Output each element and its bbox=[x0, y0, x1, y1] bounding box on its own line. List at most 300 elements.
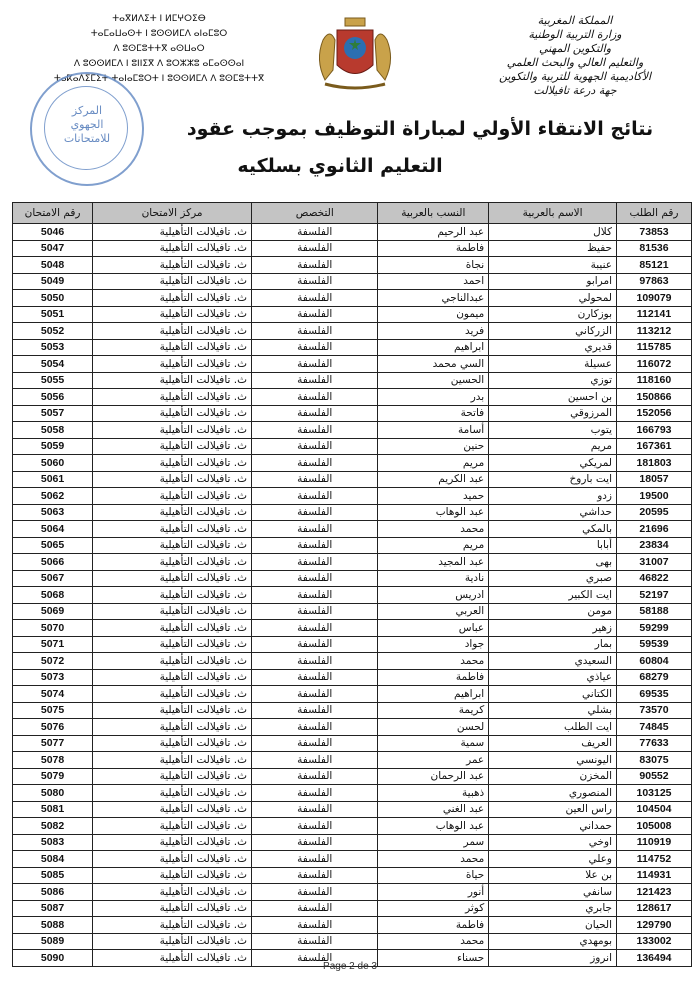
cell-specialty: الفلسفة bbox=[252, 851, 378, 868]
cell-exam-number: 5078 bbox=[13, 752, 93, 769]
cell-specialty: الفلسفة bbox=[252, 867, 378, 884]
cell-exam-center: ث. تافيلالت التأهيلية bbox=[93, 521, 252, 538]
table-row bbox=[13, 719, 692, 736]
cell-specialty: الفلسفة bbox=[252, 339, 378, 356]
cell-specialty: الفلسفة bbox=[252, 620, 378, 637]
cell-request-number: 83075 bbox=[617, 752, 692, 769]
cell-exam-number: 5067 bbox=[13, 570, 93, 587]
table-row bbox=[13, 521, 692, 538]
cell-specialty: الفلسفة bbox=[252, 471, 378, 488]
cell-first-name: بوزكارن bbox=[489, 306, 617, 323]
cell-first-name: حداشي bbox=[489, 504, 617, 521]
cell-exam-number: 5058 bbox=[13, 422, 93, 439]
cell-request-number: 46822 bbox=[617, 570, 692, 587]
cell-exam-number: 5048 bbox=[13, 257, 93, 274]
cell-request-number: 112141 bbox=[617, 306, 692, 323]
cell-specialty: الفلسفة bbox=[252, 702, 378, 719]
cell-request-number: 152056 bbox=[617, 405, 692, 422]
cell-first-name: المرزوقي bbox=[489, 405, 617, 422]
cell-request-number: 77633 bbox=[617, 735, 692, 752]
page-subtitle: التعليم الثانوي بسلكيه bbox=[237, 155, 443, 177]
cell-request-number: 136494 bbox=[617, 950, 692, 967]
cell-first-name: امرابو bbox=[489, 273, 617, 290]
cell-exam-number: 5088 bbox=[13, 917, 93, 934]
cell-request-number: 150866 bbox=[617, 389, 692, 406]
cell-specialty: الفلسفة bbox=[252, 603, 378, 620]
table-row bbox=[13, 323, 692, 340]
cell-exam-center: ث. تافيلالت التأهيلية bbox=[93, 702, 252, 719]
page-title: نتائج الانتقاء الأولي لمباراة التوظيف بموجب عقود bbox=[186, 118, 654, 140]
table-row bbox=[13, 686, 692, 703]
cell-exam-center: ث. تافيلالت التأهيلية bbox=[93, 735, 252, 752]
cell-exam-center: ث. تافيلالت التأهيلية bbox=[93, 653, 252, 670]
cell-first-name: بهى bbox=[489, 554, 617, 571]
cell-exam-center: ث. تافيلالت التأهيلية bbox=[93, 686, 252, 703]
cell-exam-center: ث. تافيلالت التأهيلية bbox=[93, 488, 252, 505]
cell-first-name: اليونسي bbox=[489, 752, 617, 769]
cell-last-name: ذهبية bbox=[378, 785, 489, 802]
cell-first-name: زدو bbox=[489, 488, 617, 505]
header-tifinagh-line: ⵜⴰⴳⵍⴷⵉⵜ ⵏ ⵍⵎⵖⵔⵉⴱ bbox=[112, 14, 206, 24]
cell-exam-center: ث. تافيلالت التأهيلية bbox=[93, 455, 252, 472]
cell-request-number: 105008 bbox=[617, 818, 692, 835]
cell-specialty: الفلسفة bbox=[252, 735, 378, 752]
cell-exam-number: 5075 bbox=[13, 702, 93, 719]
cell-first-name: مريم bbox=[489, 438, 617, 455]
cell-first-name: كلال bbox=[489, 224, 617, 241]
header-ministry-line: المملكة المغربية bbox=[537, 14, 613, 27]
cell-specialty: الفلسفة bbox=[252, 422, 378, 439]
cell-first-name: الزركاني bbox=[489, 323, 617, 340]
cell-exam-number: 5053 bbox=[13, 339, 93, 356]
cell-first-name: راس العين bbox=[489, 801, 617, 818]
table-row bbox=[13, 356, 692, 373]
cell-exam-number: 5068 bbox=[13, 587, 93, 604]
cell-exam-center: ث. تافيلالت التأهيلية bbox=[93, 438, 252, 455]
cell-last-name: ابراهيم bbox=[378, 339, 489, 356]
cell-specialty: الفلسفة bbox=[252, 653, 378, 670]
cell-request-number: 110919 bbox=[617, 834, 692, 851]
cell-last-name: ميمون bbox=[378, 306, 489, 323]
cell-exam-number: 5081 bbox=[13, 801, 93, 818]
cell-request-number: 114752 bbox=[617, 851, 692, 868]
cell-exam-number: 5062 bbox=[13, 488, 93, 505]
cell-request-number: 109079 bbox=[617, 290, 692, 307]
cell-specialty: الفلسفة bbox=[252, 405, 378, 422]
cell-last-name: حميد bbox=[378, 488, 489, 505]
cell-last-name: عبد الرحيم bbox=[378, 224, 489, 241]
cell-request-number: 73853 bbox=[617, 224, 692, 241]
header-ministry-line: والتكوين المهني bbox=[538, 42, 612, 55]
cell-exam-number: 5082 bbox=[13, 818, 93, 835]
table-row bbox=[13, 900, 692, 917]
cell-specialty: الفلسفة bbox=[252, 834, 378, 851]
cell-specialty: الفلسفة bbox=[252, 570, 378, 587]
cell-exam-center: ث. تافيلالت التأهيلية bbox=[93, 801, 252, 818]
cell-first-name: اوخي bbox=[489, 834, 617, 851]
cell-request-number: 18057 bbox=[617, 471, 692, 488]
cell-last-name: ابراهيم bbox=[378, 686, 489, 703]
header-ministry-line: وزارة التربية الوطنية bbox=[528, 28, 622, 41]
cell-exam-number: 5064 bbox=[13, 521, 93, 538]
cell-specialty: الفلسفة bbox=[252, 752, 378, 769]
cell-last-name: كريمة bbox=[378, 702, 489, 719]
cell-exam-number: 5050 bbox=[13, 290, 93, 307]
cell-exam-number: 5066 bbox=[13, 554, 93, 571]
cell-request-number: 19500 bbox=[617, 488, 692, 505]
cell-request-number: 116072 bbox=[617, 356, 692, 373]
cell-last-name: مريم bbox=[378, 455, 489, 472]
cell-exam-number: 5070 bbox=[13, 620, 93, 637]
cell-exam-number: 5057 bbox=[13, 405, 93, 422]
header-ministry bbox=[460, 14, 690, 98]
col-header-request-number: رقم الطلب bbox=[617, 203, 692, 224]
cell-specialty: الفلسفة bbox=[252, 950, 378, 967]
cell-first-name: وعلي bbox=[489, 851, 617, 868]
cell-exam-center: ث. تافيلالت التأهيلية bbox=[93, 240, 252, 257]
cell-exam-center: ث. تافيلالت التأهيلية bbox=[93, 768, 252, 785]
cell-exam-number: 5080 bbox=[13, 785, 93, 802]
cell-request-number: 60804 bbox=[617, 653, 692, 670]
cell-last-name: مريم bbox=[378, 537, 489, 554]
cell-first-name: الحيان bbox=[489, 917, 617, 934]
table-row bbox=[13, 702, 692, 719]
cell-first-name: توزي bbox=[489, 372, 617, 389]
cell-specialty: الفلسفة bbox=[252, 785, 378, 802]
cell-request-number: 21696 bbox=[617, 521, 692, 538]
stamp-line: المركز bbox=[71, 104, 103, 117]
cell-request-number: 115785 bbox=[617, 339, 692, 356]
cell-first-name: حفيظ bbox=[489, 240, 617, 257]
table-row bbox=[13, 785, 692, 802]
cell-last-name: محمد bbox=[378, 521, 489, 538]
cell-request-number: 31007 bbox=[617, 554, 692, 571]
cell-request-number: 113212 bbox=[617, 323, 692, 340]
col-header-last-name: النسب بالعربية bbox=[378, 203, 489, 224]
cell-first-name: صبري bbox=[489, 570, 617, 587]
cell-first-name: بالمكي bbox=[489, 521, 617, 538]
cell-exam-number: 5063 bbox=[13, 504, 93, 521]
cell-exam-center: ث. تافيلالت التأهيلية bbox=[93, 422, 252, 439]
table-row bbox=[13, 422, 692, 439]
cell-exam-center: ث. تافيلالت التأهيلية bbox=[93, 636, 252, 653]
coat-of-arms-emblem bbox=[305, 10, 405, 95]
cell-first-name: بشلي bbox=[489, 702, 617, 719]
table-row bbox=[13, 867, 692, 884]
cell-exam-number: 5089 bbox=[13, 933, 93, 950]
cell-request-number: 118160 bbox=[617, 372, 692, 389]
cell-exam-number: 5085 bbox=[13, 867, 93, 884]
cell-first-name: بومهدي bbox=[489, 933, 617, 950]
cell-specialty: الفلسفة bbox=[252, 587, 378, 604]
cell-request-number: 85121 bbox=[617, 257, 692, 274]
cell-first-name: لمحولي bbox=[489, 290, 617, 307]
cell-last-name: العربي bbox=[378, 603, 489, 620]
cell-specialty: الفلسفة bbox=[252, 240, 378, 257]
cell-exam-number: 5069 bbox=[13, 603, 93, 620]
table-row bbox=[13, 240, 692, 257]
cell-first-name: المنصوري bbox=[489, 785, 617, 802]
cell-request-number: 68279 bbox=[617, 669, 692, 686]
cell-first-name: انروز bbox=[489, 950, 617, 967]
cell-request-number: 133002 bbox=[617, 933, 692, 950]
cell-exam-center: ث. تافيلالت التأهيلية bbox=[93, 339, 252, 356]
table-row bbox=[13, 636, 692, 653]
cell-last-name: عباس bbox=[378, 620, 489, 637]
table-header-row bbox=[13, 203, 692, 224]
cell-exam-number: 5055 bbox=[13, 372, 93, 389]
cell-exam-center: ث. تافيلالت التأهيلية bbox=[93, 405, 252, 422]
cell-last-name: نادية bbox=[378, 570, 489, 587]
table-row bbox=[13, 405, 692, 422]
cell-request-number: 181803 bbox=[617, 455, 692, 472]
cell-exam-center: ث. تافيلالت التأهيلية bbox=[93, 603, 252, 620]
cell-last-name: عبد الوهاب bbox=[378, 504, 489, 521]
cell-specialty: الفلسفة bbox=[252, 884, 378, 901]
cell-first-name: المخزن bbox=[489, 768, 617, 785]
cell-exam-center: ث. تافيلالت التأهيلية bbox=[93, 950, 252, 967]
cell-specialty: الفلسفة bbox=[252, 438, 378, 455]
table-row bbox=[13, 339, 692, 356]
cell-exam-center: ث. تافيلالت التأهيلية bbox=[93, 356, 252, 373]
cell-last-name: كوثر bbox=[378, 900, 489, 917]
table-row bbox=[13, 306, 692, 323]
table-row bbox=[13, 455, 692, 472]
header-ministry-line: جهة درعة تافيلالت bbox=[533, 84, 617, 97]
table-row bbox=[13, 488, 692, 505]
cell-last-name: أنور bbox=[378, 884, 489, 901]
cell-request-number: 58188 bbox=[617, 603, 692, 620]
cell-specialty: الفلسفة bbox=[252, 636, 378, 653]
cell-first-name: عياذي bbox=[489, 669, 617, 686]
cell-last-name: محمد bbox=[378, 851, 489, 868]
results-table bbox=[12, 202, 692, 967]
cell-last-name: فاطمة bbox=[378, 669, 489, 686]
cell-exam-number: 5046 bbox=[13, 224, 93, 241]
cell-last-name: ادريس bbox=[378, 587, 489, 604]
cell-exam-center: ث. تافيلالت التأهيلية bbox=[93, 389, 252, 406]
cell-exam-center: ث. تافيلالت التأهيلية bbox=[93, 867, 252, 884]
cell-last-name: حنين bbox=[378, 438, 489, 455]
cell-request-number: 69535 bbox=[617, 686, 692, 703]
cell-first-name: لمريكي bbox=[489, 455, 617, 472]
cell-last-name: فاتحة bbox=[378, 405, 489, 422]
cell-last-name: محمد bbox=[378, 653, 489, 670]
cell-exam-number: 5047 bbox=[13, 240, 93, 257]
col-header-exam-number: رقم الامتحان bbox=[13, 203, 93, 224]
cell-exam-center: ث. تافيلالت التأهيلية bbox=[93, 900, 252, 917]
cell-first-name: الكتاني bbox=[489, 686, 617, 703]
cell-exam-number: 5086 bbox=[13, 884, 93, 901]
table-row bbox=[13, 917, 692, 934]
cell-last-name: أسامة bbox=[378, 422, 489, 439]
cell-exam-center: ث. تافيلالت التأهيلية bbox=[93, 884, 252, 901]
cell-first-name: جابري bbox=[489, 900, 617, 917]
cell-first-name: قديري bbox=[489, 339, 617, 356]
cell-exam-center: ث. تافيلالت التأهيلية bbox=[93, 834, 252, 851]
cell-request-number: 166793 bbox=[617, 422, 692, 439]
cell-exam-number: 5073 bbox=[13, 669, 93, 686]
cell-first-name: ايت باروخ bbox=[489, 471, 617, 488]
cell-specialty: الفلسفة bbox=[252, 372, 378, 389]
cell-request-number: 73570 bbox=[617, 702, 692, 719]
table-row bbox=[13, 554, 692, 571]
cell-request-number: 52197 bbox=[617, 587, 692, 604]
cell-exam-number: 5071 bbox=[13, 636, 93, 653]
cell-last-name: عبد الكريم bbox=[378, 471, 489, 488]
table-row bbox=[13, 224, 692, 241]
table-row bbox=[13, 273, 692, 290]
cell-specialty: الفلسفة bbox=[252, 686, 378, 703]
table-row bbox=[13, 801, 692, 818]
cell-exam-center: ث. تافيلالت التأهيلية bbox=[93, 719, 252, 736]
cell-request-number: 97863 bbox=[617, 273, 692, 290]
cell-exam-center: ث. تافيلالت التأهيلية bbox=[93, 306, 252, 323]
cell-exam-number: 5083 bbox=[13, 834, 93, 851]
cell-specialty: الفلسفة bbox=[252, 669, 378, 686]
cell-exam-center: ث. تافيلالت التأهيلية bbox=[93, 504, 252, 521]
cell-exam-number: 5090 bbox=[13, 950, 93, 967]
cell-last-name: عبد المجيد bbox=[378, 554, 489, 571]
table-row bbox=[13, 471, 692, 488]
cell-exam-center: ث. تافيلالت التأهيلية bbox=[93, 224, 252, 241]
cell-last-name: فاطمة bbox=[378, 917, 489, 934]
cell-exam-number: 5072 bbox=[13, 653, 93, 670]
table-row bbox=[13, 603, 692, 620]
stamp-line: للامتحانات bbox=[63, 132, 111, 145]
cell-specialty: الفلسفة bbox=[252, 323, 378, 340]
cell-specialty: الفلسفة bbox=[252, 768, 378, 785]
cell-exam-center: ث. تافيلالت التأهيلية bbox=[93, 669, 252, 686]
cell-specialty: الفلسفة bbox=[252, 917, 378, 934]
cell-last-name: عبد الغني bbox=[378, 801, 489, 818]
table-row bbox=[13, 669, 692, 686]
cell-first-name: بن علا bbox=[489, 867, 617, 884]
table-row bbox=[13, 587, 692, 604]
cell-specialty: الفلسفة bbox=[252, 719, 378, 736]
cell-request-number: 59299 bbox=[617, 620, 692, 637]
table-row bbox=[13, 653, 692, 670]
header-tifinagh-line: ⴷ ⵓⵙⵎⵓⵜⵜⴳ ⴰⵙⵡⴰⵔ bbox=[113, 44, 205, 54]
cell-request-number: 59539 bbox=[617, 636, 692, 653]
cell-specialty: الفلسفة bbox=[252, 933, 378, 950]
cell-exam-number: 5079 bbox=[13, 768, 93, 785]
cell-request-number: 128617 bbox=[617, 900, 692, 917]
cell-request-number: 81536 bbox=[617, 240, 692, 257]
cell-request-number: 129790 bbox=[617, 917, 692, 934]
cell-exam-center: ث. تافيلالت التأهيلية bbox=[93, 323, 252, 340]
cell-exam-center: ث. تافيلالت التأهيلية bbox=[93, 917, 252, 934]
cell-exam-number: 5074 bbox=[13, 686, 93, 703]
table-row bbox=[13, 504, 692, 521]
cell-last-name: حسناء bbox=[378, 950, 489, 967]
header-tifinagh-line: ⴷ ⵓⵙⵙⵍⵎⴷ ⵏ ⵓⵏⵏⵉⴳ ⴷ ⵓⵔⵣⵣⵓ ⴰⵎⴰⵙⵙⴰⵏ bbox=[73, 59, 245, 69]
cell-specialty: الفلسفة bbox=[252, 900, 378, 917]
cell-request-number: 104504 bbox=[617, 801, 692, 818]
cell-exam-number: 5054 bbox=[13, 356, 93, 373]
page-footer: Page 2 de 3 bbox=[323, 961, 377, 972]
col-header-exam-center: مركز الامتحان bbox=[93, 203, 252, 224]
cell-exam-center: ث. تافيلالت التأهيلية bbox=[93, 818, 252, 835]
cell-specialty: الفلسفة bbox=[252, 801, 378, 818]
cell-first-name: بمار bbox=[489, 636, 617, 653]
table-row bbox=[13, 290, 692, 307]
cell-last-name: السي محمد bbox=[378, 356, 489, 373]
table-row bbox=[13, 768, 692, 785]
table-row bbox=[13, 851, 692, 868]
cell-exam-center: ث. تافيلالت التأهيلية bbox=[93, 257, 252, 274]
cell-last-name: جواد bbox=[378, 636, 489, 653]
table-body bbox=[13, 224, 692, 967]
cell-last-name: محمد bbox=[378, 933, 489, 950]
cell-first-name: بن احسين bbox=[489, 389, 617, 406]
cell-exam-center: ث. تافيلالت التأهيلية bbox=[93, 290, 252, 307]
cell-first-name: ايت الكبير bbox=[489, 587, 617, 604]
cell-exam-number: 5077 bbox=[13, 735, 93, 752]
cell-last-name: عبد الرحمان bbox=[378, 768, 489, 785]
cell-first-name: أبابا bbox=[489, 537, 617, 554]
table-row bbox=[13, 818, 692, 835]
cell-exam-number: 5065 bbox=[13, 537, 93, 554]
cell-request-number: 167361 bbox=[617, 438, 692, 455]
cell-exam-center: ث. تافيلالت التأهيلية bbox=[93, 570, 252, 587]
cell-last-name: عبد الوهاب bbox=[378, 818, 489, 835]
cell-last-name: سمر bbox=[378, 834, 489, 851]
cell-request-number: 74845 bbox=[617, 719, 692, 736]
cell-last-name: نجاة bbox=[378, 257, 489, 274]
cell-last-name: لحسن bbox=[378, 719, 489, 736]
cell-first-name: حمداني bbox=[489, 818, 617, 835]
cell-request-number: 103125 bbox=[617, 785, 692, 802]
cell-specialty: الفلسفة bbox=[252, 504, 378, 521]
header-tifinagh bbox=[14, 12, 304, 87]
stamp-line: الجهوي bbox=[70, 118, 104, 131]
cell-request-number: 20595 bbox=[617, 504, 692, 521]
cell-first-name: السعيدي bbox=[489, 653, 617, 670]
cell-specialty: الفلسفة bbox=[252, 356, 378, 373]
table-row bbox=[13, 834, 692, 851]
header-tifinagh-line: ⵜⴰⵎⴰⵡⴰⵙⵜ ⵏ ⵓⵙⵙⵍⵎⴷ ⴰⵏⴰⵎⵓⵔ bbox=[90, 29, 228, 39]
cell-specialty: الفلسفة bbox=[252, 488, 378, 505]
cell-exam-center: ث. تافيلالت التأهيلية bbox=[93, 554, 252, 571]
cell-exam-center: ث. تافيلالت التأهيلية bbox=[93, 620, 252, 637]
cell-exam-center: ث. تافيلالت التأهيلية bbox=[93, 372, 252, 389]
cell-last-name: الحسين bbox=[378, 372, 489, 389]
cell-specialty: الفلسفة bbox=[252, 554, 378, 571]
table-row bbox=[13, 752, 692, 769]
cell-exam-number: 5084 bbox=[13, 851, 93, 868]
cell-exam-number: 5059 bbox=[13, 438, 93, 455]
cell-exam-number: 5052 bbox=[13, 323, 93, 340]
table-row bbox=[13, 884, 692, 901]
cell-first-name: مومن bbox=[489, 603, 617, 620]
cell-first-name: زهير bbox=[489, 620, 617, 637]
cell-last-name: بدر bbox=[378, 389, 489, 406]
cell-first-name: العريف bbox=[489, 735, 617, 752]
official-stamp bbox=[30, 72, 144, 186]
cell-exam-center: ث. تافيلالت التأهيلية bbox=[93, 785, 252, 802]
cell-specialty: الفلسفة bbox=[252, 521, 378, 538]
cell-exam-center: ث. تافيلالت التأهيلية bbox=[93, 851, 252, 868]
cell-exam-center: ث. تافيلالت التأهيلية bbox=[93, 933, 252, 950]
cell-exam-number: 5076 bbox=[13, 719, 93, 736]
cell-last-name: حياة bbox=[378, 867, 489, 884]
cell-specialty: الفلسفة bbox=[252, 818, 378, 835]
cell-last-name: عبدالناجي bbox=[378, 290, 489, 307]
cell-first-name: عنيبة bbox=[489, 257, 617, 274]
cell-exam-number: 5056 bbox=[13, 389, 93, 406]
cell-last-name: عمر bbox=[378, 752, 489, 769]
